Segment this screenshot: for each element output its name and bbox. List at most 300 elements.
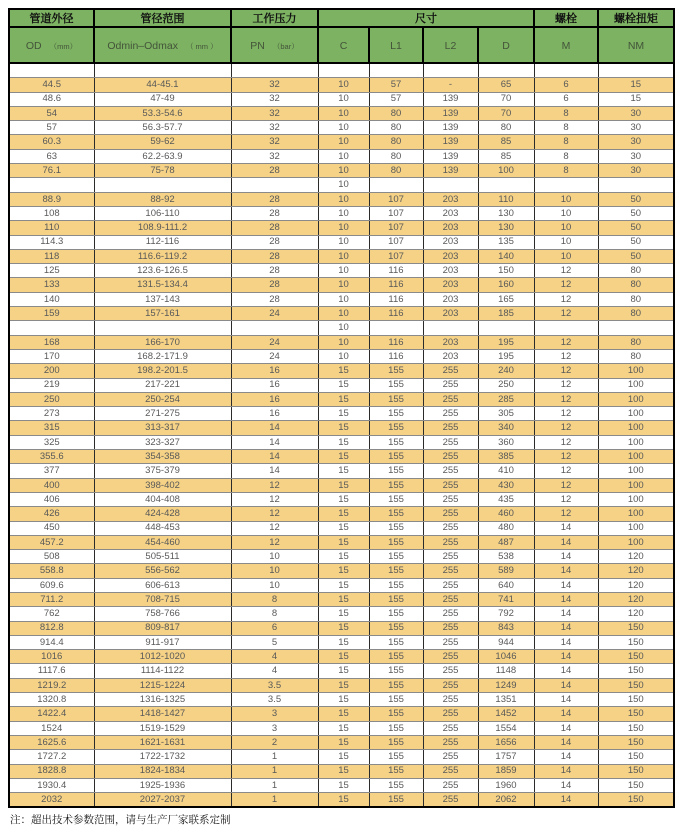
cell: 116 xyxy=(369,335,423,349)
cell: 195 xyxy=(478,349,534,363)
cell: 1452 xyxy=(478,707,534,721)
cell: 12 xyxy=(534,492,598,506)
cell: 100 xyxy=(598,478,674,492)
cell: 107 xyxy=(369,221,423,235)
cell: 255 xyxy=(423,592,478,606)
cell: 28 xyxy=(231,206,318,220)
cell: 15 xyxy=(318,607,369,621)
cell: 809-817 xyxy=(94,621,231,635)
cell: 325 xyxy=(9,435,94,449)
spacer-row xyxy=(9,321,674,335)
cell: 255 xyxy=(423,635,478,649)
cell: 120 xyxy=(598,550,674,564)
cell: 315 xyxy=(9,421,94,435)
cell: 57 xyxy=(369,92,423,106)
cell: 155 xyxy=(369,578,423,592)
header-group-cell: 工作压力 xyxy=(231,9,318,27)
cell: 454-460 xyxy=(94,535,231,549)
cell: 32 xyxy=(231,106,318,120)
cell xyxy=(231,178,318,192)
cell: 203 xyxy=(423,221,478,235)
cell: 14 xyxy=(534,650,598,664)
table-row xyxy=(9,578,674,592)
table-row xyxy=(9,507,674,521)
cell: 116 xyxy=(369,349,423,363)
cell: 155 xyxy=(369,664,423,678)
cell: 30 xyxy=(598,149,674,163)
cell: 14 xyxy=(534,621,598,635)
cell: 44.5 xyxy=(9,78,94,92)
cell: 130 xyxy=(478,221,534,235)
cell: 150 xyxy=(598,650,674,664)
cell: 741 xyxy=(478,592,534,606)
table-row xyxy=(9,335,674,349)
cell: 116 xyxy=(369,264,423,278)
cell: 6 xyxy=(231,621,318,635)
cell: 165 xyxy=(478,292,534,306)
cell: 30 xyxy=(598,164,674,178)
cell: 120 xyxy=(598,592,674,606)
cell: 8 xyxy=(231,592,318,606)
cell: 15 xyxy=(318,392,369,406)
cell: 10 xyxy=(318,164,369,178)
cell: 15 xyxy=(318,535,369,549)
table-row xyxy=(9,793,674,808)
cell: 80 xyxy=(369,149,423,163)
table-row xyxy=(9,764,674,778)
cell: 140 xyxy=(9,292,94,306)
cell: 155 xyxy=(369,492,423,506)
cell: 2 xyxy=(231,735,318,749)
cell: 1925-1936 xyxy=(94,778,231,792)
column-main-label: C xyxy=(339,40,348,52)
cell: 1524 xyxy=(9,721,94,735)
cell: 65 xyxy=(478,78,534,92)
cell: 457.2 xyxy=(9,535,94,549)
table-row xyxy=(9,521,674,535)
cell: 139 xyxy=(423,106,478,120)
cell: 10 xyxy=(231,578,318,592)
footer-note: 注：超出技术参数范围，请与生产厂家联系定制 xyxy=(10,814,231,827)
cell: 250 xyxy=(9,392,94,406)
cell: 14 xyxy=(231,435,318,449)
cell xyxy=(369,178,423,192)
cell: 10 xyxy=(318,78,369,92)
table-row xyxy=(9,750,674,764)
table-row xyxy=(9,92,674,106)
cell: 14 xyxy=(231,464,318,478)
cell: 155 xyxy=(369,550,423,564)
cell: 110 xyxy=(478,192,534,206)
table-row xyxy=(9,378,674,392)
cell: 28 xyxy=(231,249,318,263)
cell: 558.8 xyxy=(9,564,94,578)
cell xyxy=(231,63,318,78)
cell: 609.6 xyxy=(9,578,94,592)
cell: 150 xyxy=(598,764,674,778)
cell: 354-358 xyxy=(94,450,231,464)
cell: 155 xyxy=(369,721,423,735)
cell: 8 xyxy=(534,149,598,163)
header-column-cell xyxy=(94,27,231,63)
cell: 255 xyxy=(423,707,478,721)
cell: 255 xyxy=(423,364,478,378)
cell: 255 xyxy=(423,721,478,735)
cell: 1828.8 xyxy=(9,764,94,778)
cell: 12 xyxy=(534,264,598,278)
cell: 355.6 xyxy=(9,450,94,464)
cell: 88-92 xyxy=(94,192,231,206)
cell: 404-408 xyxy=(94,492,231,506)
cell: 203 xyxy=(423,307,478,321)
cell: 911-917 xyxy=(94,635,231,649)
cell xyxy=(534,321,598,335)
cell: 426 xyxy=(9,507,94,521)
cell: 410 xyxy=(478,464,534,478)
cell: 1012-1020 xyxy=(94,650,231,664)
cell: 203 xyxy=(423,192,478,206)
cell: 313-317 xyxy=(94,421,231,435)
cell: 114.3 xyxy=(9,235,94,249)
cell: 424-428 xyxy=(94,507,231,521)
cell xyxy=(598,178,674,192)
cell: 10 xyxy=(318,321,369,335)
cell: 1757 xyxy=(478,750,534,764)
table-row xyxy=(9,478,674,492)
cell: 14 xyxy=(534,707,598,721)
cell: 155 xyxy=(369,607,423,621)
cell: 255 xyxy=(423,650,478,664)
cell: 14 xyxy=(534,592,598,606)
cell: 1418-1427 xyxy=(94,707,231,721)
cell: 1621-1631 xyxy=(94,735,231,749)
cell: 16 xyxy=(231,364,318,378)
cell: 118 xyxy=(9,249,94,263)
cell: 450 xyxy=(9,521,94,535)
table-row xyxy=(9,421,674,435)
cell: 400 xyxy=(9,478,94,492)
cell: 1422.4 xyxy=(9,707,94,721)
cell: 14 xyxy=(534,607,598,621)
cell: 1824-1834 xyxy=(94,764,231,778)
cell: 1722-1732 xyxy=(94,750,231,764)
cell: 15 xyxy=(318,550,369,564)
cell: 14 xyxy=(534,764,598,778)
column-main-label: Odmin–Odmax xyxy=(107,40,178,52)
table-row xyxy=(9,249,674,263)
cell: 28 xyxy=(231,192,318,206)
cell xyxy=(534,63,598,78)
cell: 16 xyxy=(231,378,318,392)
cell: 589 xyxy=(478,564,534,578)
cell: 1316-1325 xyxy=(94,693,231,707)
cell: 100 xyxy=(598,535,674,549)
cell: 255 xyxy=(423,450,478,464)
cell: 14 xyxy=(534,550,598,564)
cell: 255 xyxy=(423,407,478,421)
cell: 255 xyxy=(423,578,478,592)
cell: 203 xyxy=(423,335,478,349)
cell: 198.2-201.5 xyxy=(94,364,231,378)
table-row xyxy=(9,592,674,606)
cell: - xyxy=(423,78,478,92)
cell: 57 xyxy=(9,121,94,135)
cell: 255 xyxy=(423,793,478,808)
cell: 116.6-119.2 xyxy=(94,249,231,263)
cell: 100 xyxy=(598,507,674,521)
cell: 377 xyxy=(9,464,94,478)
cell: 255 xyxy=(423,778,478,792)
cell: 130 xyxy=(478,206,534,220)
cell: 116 xyxy=(369,307,423,321)
cell: 107 xyxy=(369,249,423,263)
cell: 14 xyxy=(231,450,318,464)
table-row xyxy=(9,450,674,464)
cell: 168.2-171.9 xyxy=(94,349,231,363)
cell: 1215-1224 xyxy=(94,678,231,692)
cell: 10 xyxy=(318,92,369,106)
cell: 57 xyxy=(369,78,423,92)
cell: 203 xyxy=(423,249,478,263)
cell: 15 xyxy=(318,578,369,592)
cell xyxy=(9,178,94,192)
column-unit-label: （bar） xyxy=(272,42,299,51)
table-row xyxy=(9,192,674,206)
cell: 150 xyxy=(598,635,674,649)
cell: 10 xyxy=(231,564,318,578)
cell: 711.2 xyxy=(9,592,94,606)
cell: 80 xyxy=(598,264,674,278)
table-row xyxy=(9,106,674,120)
cell: 487 xyxy=(478,535,534,549)
cell: 15 xyxy=(318,707,369,721)
cell: 50 xyxy=(598,206,674,220)
spacer-row xyxy=(9,178,674,192)
cell: 430 xyxy=(478,478,534,492)
header-column-cell xyxy=(369,27,423,63)
cell: 100 xyxy=(598,421,674,435)
cell: 80 xyxy=(369,164,423,178)
cell: 107 xyxy=(369,192,423,206)
cell xyxy=(369,321,423,335)
cell: 100 xyxy=(598,378,674,392)
cell: 10 xyxy=(318,335,369,349)
cell: 28 xyxy=(231,264,318,278)
cell: 155 xyxy=(369,764,423,778)
cell: 32 xyxy=(231,135,318,149)
cell: 14 xyxy=(534,750,598,764)
cell: 155 xyxy=(369,521,423,535)
cell: 15 xyxy=(318,378,369,392)
cell: 1046 xyxy=(478,650,534,664)
cell: 56.3-57.7 xyxy=(94,121,231,135)
cell: 116 xyxy=(369,278,423,292)
cell: 106-110 xyxy=(94,206,231,220)
cell: 1351 xyxy=(478,693,534,707)
cell: 12 xyxy=(534,507,598,521)
cell: 100 xyxy=(598,521,674,535)
cell: 12 xyxy=(231,507,318,521)
cell: 150 xyxy=(598,735,674,749)
cell: 1 xyxy=(231,750,318,764)
cell: 185 xyxy=(478,307,534,321)
cell: 203 xyxy=(423,206,478,220)
cell: 4 xyxy=(231,650,318,664)
cell: 12 xyxy=(534,307,598,321)
cell: 1554 xyxy=(478,721,534,735)
cell: 406 xyxy=(9,492,94,506)
cell: 170 xyxy=(9,349,94,363)
cell: 15 xyxy=(318,492,369,506)
cell: 12 xyxy=(534,478,598,492)
cell: 8 xyxy=(534,135,598,149)
cell: 1249 xyxy=(478,678,534,692)
table-row xyxy=(9,564,674,578)
cell: 8 xyxy=(231,607,318,621)
cell: 28 xyxy=(231,164,318,178)
cell: 155 xyxy=(369,693,423,707)
table-row xyxy=(9,693,674,707)
cell: 12 xyxy=(534,278,598,292)
cell: 14 xyxy=(534,578,598,592)
cell: 15 xyxy=(318,564,369,578)
cell: 50 xyxy=(598,221,674,235)
cell: 50 xyxy=(598,192,674,206)
cell: 1519-1529 xyxy=(94,721,231,735)
cell: 10 xyxy=(231,550,318,564)
cell: 15 xyxy=(318,721,369,735)
cell: 271-275 xyxy=(94,407,231,421)
cell: 460 xyxy=(478,507,534,521)
cell: 48.6 xyxy=(9,92,94,106)
cell: 155 xyxy=(369,535,423,549)
cell xyxy=(231,321,318,335)
table-row xyxy=(9,407,674,421)
cell: 155 xyxy=(369,750,423,764)
cell: 59-62 xyxy=(94,135,231,149)
cell: 10 xyxy=(318,149,369,163)
cell: 150 xyxy=(598,693,674,707)
cell: 80 xyxy=(598,278,674,292)
cell: 12 xyxy=(534,464,598,478)
cell: 12 xyxy=(534,450,598,464)
table-row xyxy=(9,78,674,92)
cell: 12 xyxy=(534,378,598,392)
cell: 16 xyxy=(231,392,318,406)
cell: 538 xyxy=(478,550,534,564)
cell: 15 xyxy=(318,778,369,792)
header-column-cell xyxy=(598,27,674,63)
cell: 32 xyxy=(231,149,318,163)
column-main-label: OD xyxy=(25,40,42,52)
cell: 1117.6 xyxy=(9,664,94,678)
cell: 217-221 xyxy=(94,378,231,392)
cell: 14 xyxy=(534,735,598,749)
cell: 123.6-126.5 xyxy=(94,264,231,278)
cell: 107 xyxy=(369,206,423,220)
cell: 15 xyxy=(318,621,369,635)
cell: 139 xyxy=(423,121,478,135)
cell: 15 xyxy=(318,650,369,664)
cell: 762 xyxy=(9,607,94,621)
table-row xyxy=(9,349,674,363)
cell: 155 xyxy=(369,735,423,749)
cell: 15 xyxy=(318,464,369,478)
cell: 32 xyxy=(231,92,318,106)
table-row xyxy=(9,678,674,692)
cell: 150 xyxy=(598,793,674,808)
header-group-cell: 管径范围 xyxy=(94,9,231,27)
column-unit-label: （ mm ） xyxy=(185,42,218,51)
cell: 155 xyxy=(369,407,423,421)
cell: 398-402 xyxy=(94,478,231,492)
cell: 80 xyxy=(598,335,674,349)
cell: 150 xyxy=(598,778,674,792)
table-row xyxy=(9,721,674,735)
cell: 24 xyxy=(231,349,318,363)
cell: 14 xyxy=(534,535,598,549)
cell: 12 xyxy=(534,335,598,349)
cell: 255 xyxy=(423,378,478,392)
cell: 85 xyxy=(478,149,534,163)
cell: 285 xyxy=(478,392,534,406)
header-column-cell xyxy=(318,27,369,63)
cell: 240 xyxy=(478,364,534,378)
cell xyxy=(9,321,94,335)
cell: 305 xyxy=(478,407,534,421)
cell: 12 xyxy=(534,435,598,449)
cell: 30 xyxy=(598,121,674,135)
cell: 1 xyxy=(231,764,318,778)
cell: 255 xyxy=(423,478,478,492)
cell: 448-453 xyxy=(94,521,231,535)
cell: 10 xyxy=(534,206,598,220)
column-main-label: L2 xyxy=(444,40,457,52)
cell: 125 xyxy=(9,264,94,278)
cell: 255 xyxy=(423,764,478,778)
cell: 155 xyxy=(369,392,423,406)
cell: 14 xyxy=(534,721,598,735)
cell: 100 xyxy=(598,407,674,421)
header-column-cell xyxy=(534,27,598,63)
cell: 150 xyxy=(598,664,674,678)
cell: 200 xyxy=(9,364,94,378)
header-column-cell xyxy=(231,27,318,63)
cell: 15 xyxy=(318,421,369,435)
cell: 15 xyxy=(318,693,369,707)
table-row xyxy=(9,307,674,321)
cell: 385 xyxy=(478,450,534,464)
cell: 12 xyxy=(231,535,318,549)
table-row xyxy=(9,435,674,449)
cell: 14 xyxy=(534,564,598,578)
cell xyxy=(423,178,478,192)
cell: 133 xyxy=(9,278,94,292)
cell: 150 xyxy=(598,750,674,764)
cell: 100 xyxy=(598,392,674,406)
cell: 10 xyxy=(534,221,598,235)
cell: 116 xyxy=(369,292,423,306)
cell: 758-766 xyxy=(94,607,231,621)
cell: 155 xyxy=(369,621,423,635)
cell: 203 xyxy=(423,349,478,363)
cell: 85 xyxy=(478,135,534,149)
cell: 255 xyxy=(423,735,478,749)
cell: 155 xyxy=(369,364,423,378)
cell: 255 xyxy=(423,464,478,478)
cell: 3.5 xyxy=(231,678,318,692)
cell: 110 xyxy=(9,221,94,235)
